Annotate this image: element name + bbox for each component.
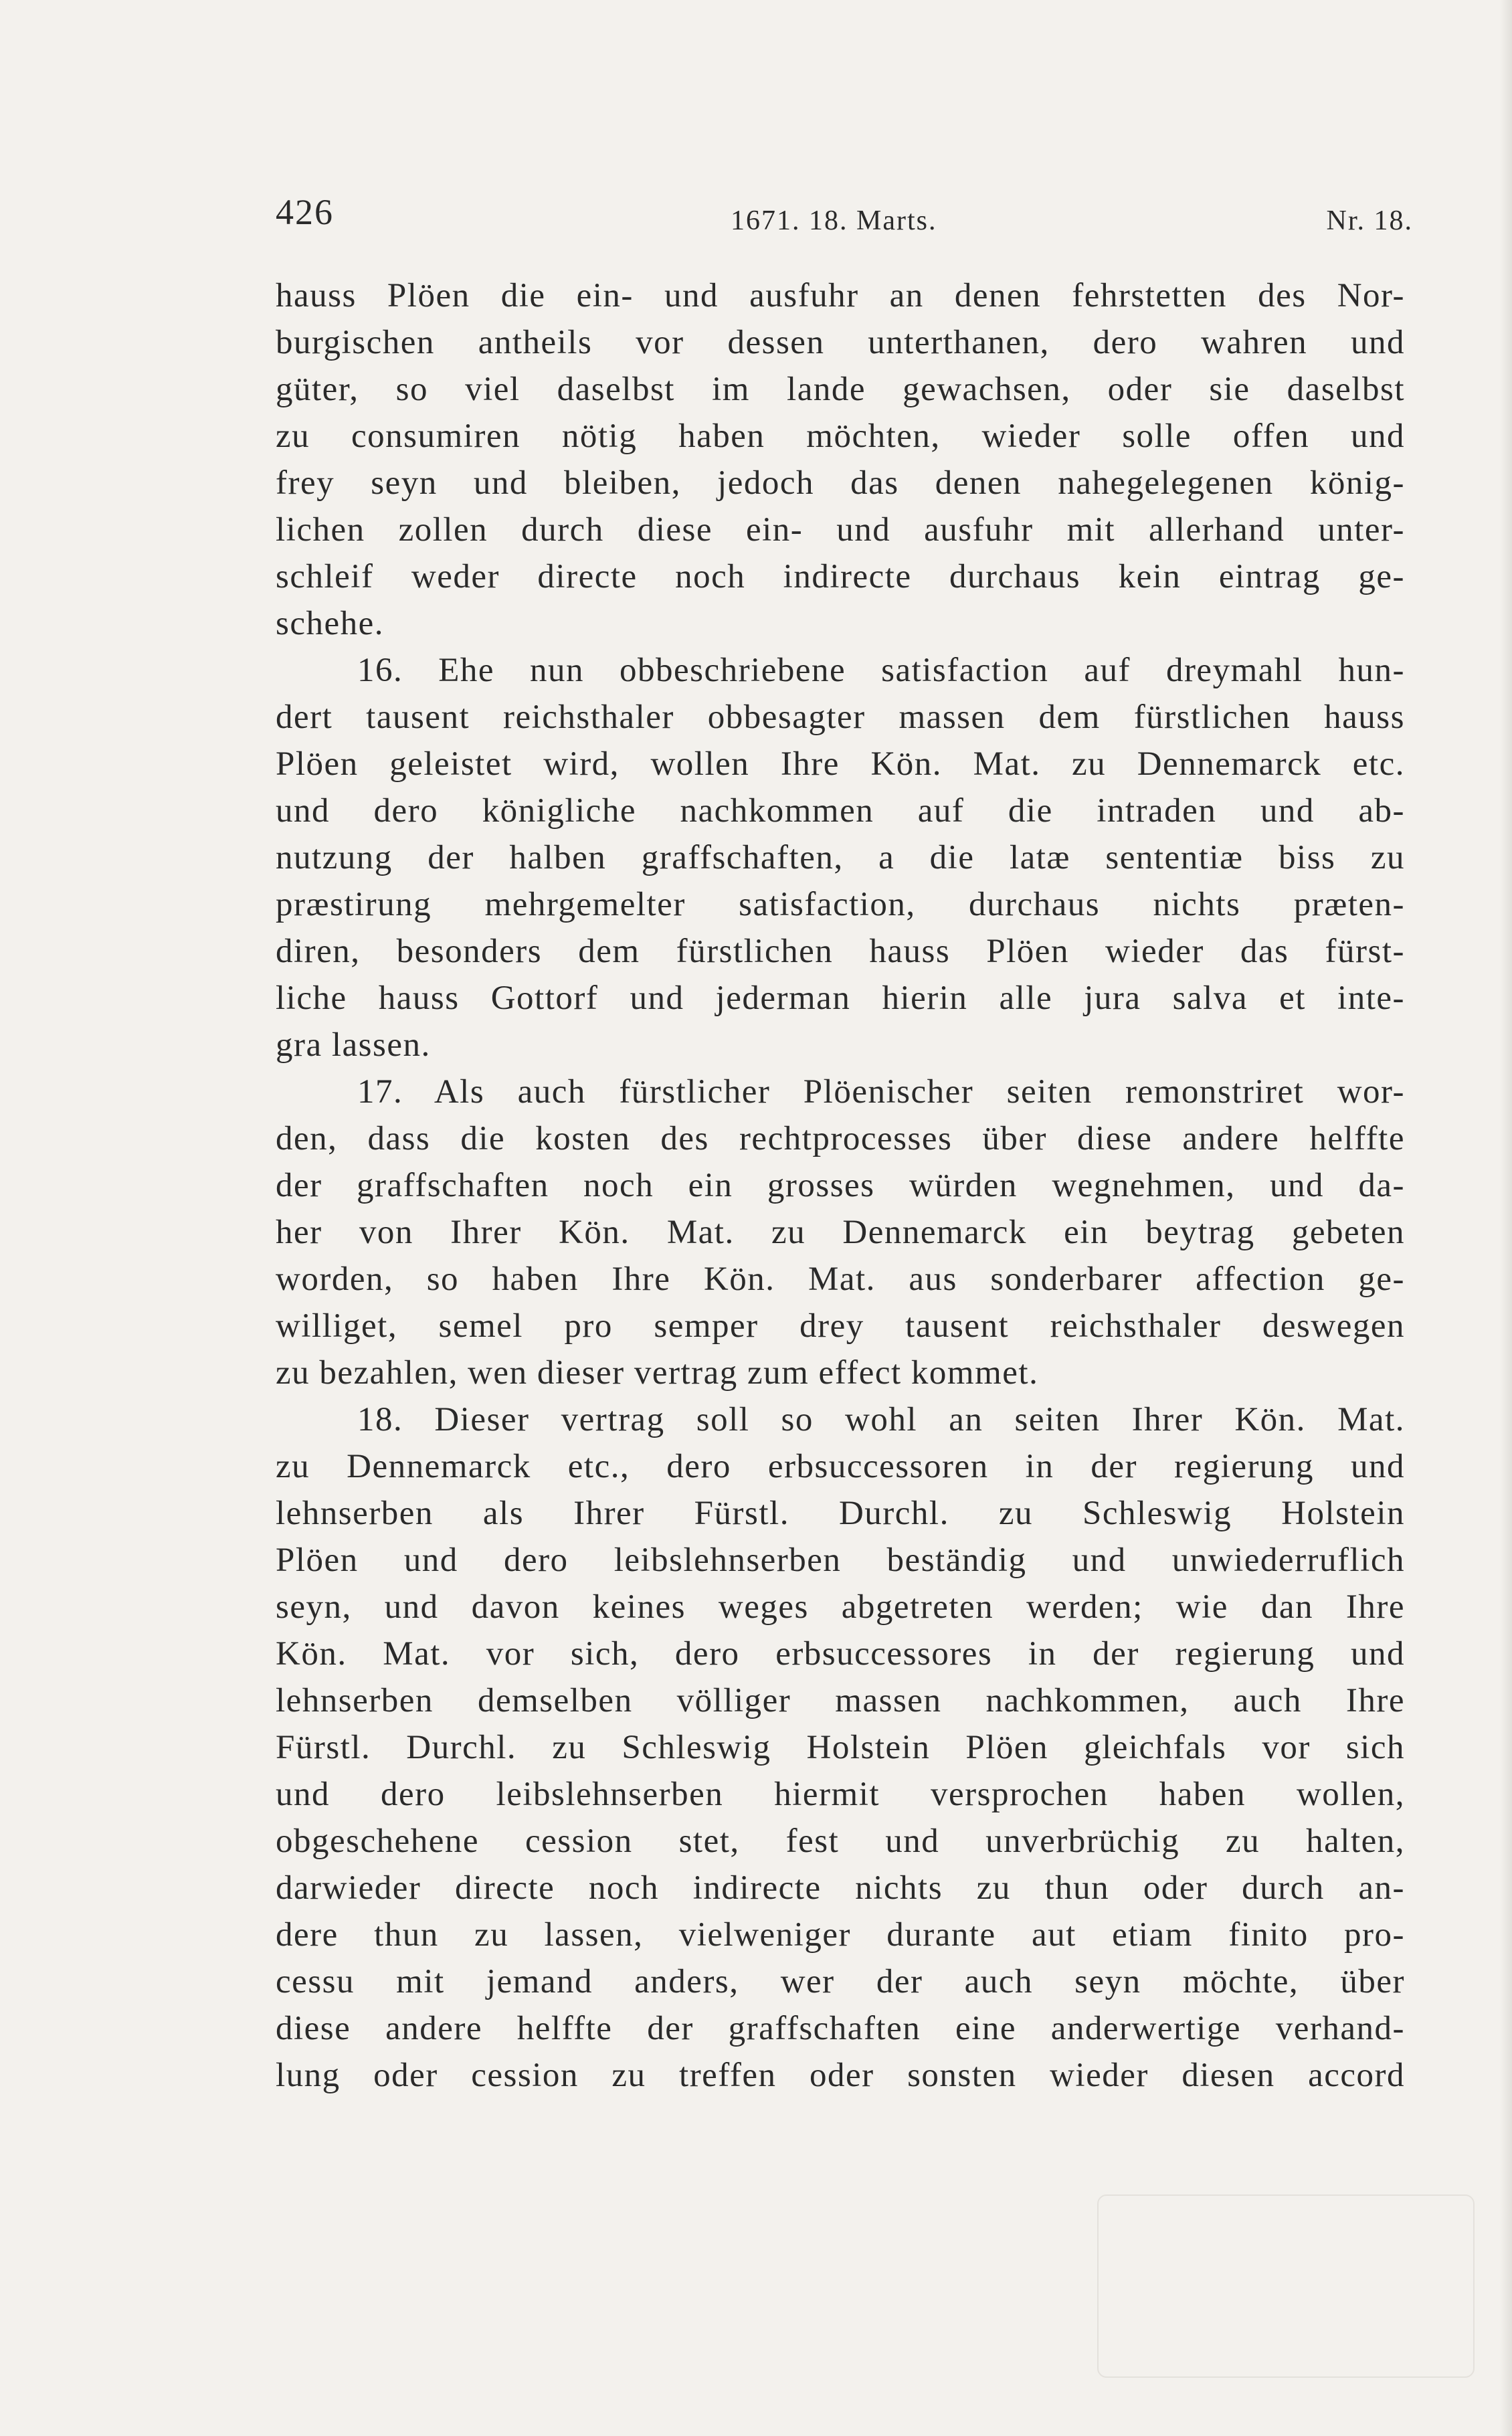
text-line: burgischen antheils vor dessen unterthanen, dero wahren und <box>276 324 1405 361</box>
text-line: dert tausent reichsthaler obbesagter massen dem fürstlichen hauss <box>276 698 1405 736</box>
text-line: lichen zollen durch diese ein- und ausfuhr mit allerhand unter- <box>276 511 1405 549</box>
text-line: præstirung mehrgemelter satisfaction, durchaus nichts præten- <box>276 886 1405 923</box>
text-line: gra lassen. <box>276 1026 431 1064</box>
text-line: und dero leibslehnserben hiermit versprochen haben wollen, <box>276 1776 1405 1813</box>
text-line: obgeschehene cession stet, fest und unverbrüchig zu halten, <box>276 1822 1405 1860</box>
text-line: diren, besonders dem fürstlichen hauss Plöen wieder das fürst- <box>276 933 1405 970</box>
text-line: der graffschaften noch ein grosses würden wegnehmen, und da- <box>276 1167 1405 1204</box>
text-line: zu consumiren nötig haben möchten, wieder solle offen und <box>276 417 1405 455</box>
text-line: Kön. Mat. vor sich, dero erbsuccessores in der regierung und <box>276 1635 1405 1673</box>
document-number: Nr. 18. <box>1326 205 1413 236</box>
text-line: zu bezahlen, wen dieser vertrag zum effect kommet. <box>276 1354 1039 1392</box>
page-edge <box>1500 0 1512 2436</box>
text-line: schleif weder directe noch indirecte durchaus kein eintrag ge- <box>276 558 1405 595</box>
page-stain <box>1097 2194 1475 2378</box>
text-line: worden, so haben Ihre Kön. Mat. aus sonderbarer affection ge- <box>276 1260 1405 1298</box>
text-line: lung oder cession zu treffen oder sonsten wieder diesen accord <box>276 2057 1405 2094</box>
text-line: hauss Plöen die ein- und ausfuhr an denen fehrstetten des Nor- <box>276 277 1405 314</box>
text-line: diese andere helffte der graffschaften eine anderwertige verhand- <box>276 2010 1405 2047</box>
text-line: seyn, und davon keines weges abgetreten werden; wie dan Ihre <box>276 1588 1405 1626</box>
text-line: Fürstl. Durchl. zu Schleswig Holstein Plöen gleichfals vor sich <box>276 1729 1405 1766</box>
text-line: den, dass die kosten des rechtprocesses über diese andere helffte <box>276 1120 1405 1157</box>
running-title: 1671. 18. Marts. <box>731 205 937 236</box>
text-line: und dero königliche nachkommen auf die intraden und ab- <box>276 792 1405 830</box>
text-line: lehnserben demselben völliger massen nachkommen, auch Ihre <box>276 1682 1405 1719</box>
text-line: williget, semel pro semper drey tausent reichsthaler deswegen <box>276 1307 1405 1345</box>
text-line: schehe. <box>276 605 385 642</box>
paragraph-18-start: 18. Dieser vertrag soll so wohl an seiten Ihrer Kön. Mat. <box>357 1401 1405 1438</box>
text-line: nutzung der halben graffschaften, a die latæ sententiæ biss zu <box>276 839 1405 876</box>
paragraph-17-start: 17. Als auch fürstlicher Plöenischer seiten remonstriret wor- <box>357 1073 1405 1111</box>
text-line: liche hauss Gottorf und jederman hierin alle jura salva et inte- <box>276 979 1405 1017</box>
text-line: güter, so viel daselbst im lande gewachsen, oder sie daselbst <box>276 371 1405 408</box>
text-line: Plöen geleistet wird, wollen Ihre Kön. Mat. zu Dennemarck etc. <box>276 745 1405 783</box>
paragraph-16-start: 16. Ehe nun obbeschriebene satisfaction auf dreymahl hun- <box>357 652 1405 689</box>
text-line: lehnserben als Ihrer Fürstl. Durchl. zu Schleswig Holstein <box>276 1495 1405 1532</box>
page-number: 426 <box>276 192 334 232</box>
text-line: darwieder directe noch indirecte nichts zu thun oder durch an- <box>276 1869 1405 1907</box>
page-header <box>0 181 1512 234</box>
text-line: frey seyn und bleiben, jedoch das denen nahegelegenen könig- <box>276 464 1405 502</box>
text-line: cessu mit jemand anders, wer der auch seyn möchte, über <box>276 1963 1405 2000</box>
text-line: her von Ihrer Kön. Mat. zu Dennemarck ein beytrag gebeten <box>276 1214 1405 1251</box>
text-line: Plöen und dero leibslehnserben beständig und unwiederruflich <box>276 1541 1405 1579</box>
body-text <box>276 272 1405 2119</box>
text-line: dere thun zu lassen, vielweniger durante aut etiam finito pro- <box>276 1916 1405 1954</box>
text-line: zu Dennemarck etc., dero erbsuccessoren in der regierung und <box>276 1448 1405 1485</box>
